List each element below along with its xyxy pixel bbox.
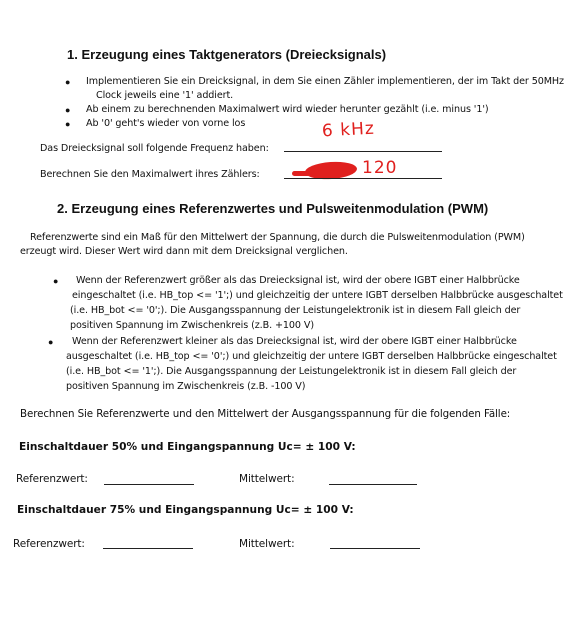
scribble-mark	[292, 171, 320, 176]
section-1-heading: 1. Erzeugung eines Taktgenerators (Dreiecksignals)	[67, 47, 387, 62]
section-2-bullet-1-line-4: positiven Spannung im Zwischenkreis (z.B. +100 V)	[70, 320, 314, 331]
case-2-reference-label: Referenzwert:	[13, 538, 85, 550]
section-2-bullet-1-line-1: Wenn der Referenzwert größer als das Dreiecksignal ist, wird der obere IGBT einer Halbbrücke	[76, 275, 520, 286]
section-2-heading: 2. Erzeugung eines Referenzwertes und Pulsweitenmodulation (PWM)	[57, 201, 489, 216]
frequency-answer-line	[284, 151, 442, 152]
case-2-heading: Einschaltdauer 75% und Eingangspannung Uᴄ= ± 100 V:	[17, 504, 354, 516]
frequency-label: Das Dreiecksignal soll folgende Frequenz haben:	[40, 143, 269, 154]
section-2-bullet-2-line-1: Wenn der Referenzwert kleiner als das Dreiecksignal ist, wird der obere IGBT einer Halbbrücke	[72, 336, 517, 347]
section-2-bullet-1-line-2: eingeschaltet (i.e. HB_top <= '1';) und gleichzeitig der untere IGBT derselben Halbbrücke ausgeschaltet	[72, 290, 563, 301]
task-instruction: Berechnen Sie Referenzwerte und den Mittelwert der Ausgangsspannung für die folgenden Fälle:	[20, 408, 511, 420]
section-1-bullet-1-line-2: Clock jeweils eine '1' addiert.	[96, 90, 234, 101]
case-1-mean-answer-line	[329, 484, 417, 485]
section-1-bullet-1-line-1: Implementieren Sie ein Dreicksignal, in dem Sie einen Zähler implementieren, der im Takt der 50MHz	[86, 76, 564, 87]
case-2-mean-answer-line	[330, 548, 420, 549]
bullet-icon: ●	[65, 119, 71, 129]
max-value-answer-line	[284, 178, 442, 179]
bullet-icon: ●	[48, 337, 54, 347]
section-2-intro-line-1: Referenzwerte sind ein Maß für den Mittelwert der Spannung, die durch die Pulsweitenmodulation (PWM)	[30, 232, 525, 243]
section-2-bullet-1-line-3: (i.e. HB_bot <= '0';). Die Ausgangsspannung der Leistungelektronik ist in diesem Fall gleich der	[70, 305, 521, 316]
section-2-bullet-2-line-2: ausgeschaltet (i.e. HB_top <= '0';) und gleichzeitig der untere IGBT derselben Halbbrücke eingeschaltet	[66, 351, 557, 362]
max-value-label: Berechnen Sie den Maximalwert ihres Zählers:	[40, 169, 260, 180]
section-2-bullet-2-line-4: positiven Spannung im Zwischenkreis (z.B. -100 V)	[66, 381, 306, 392]
case-1-reference-label: Referenzwert:	[16, 473, 88, 485]
case-1-heading: Einschaltdauer 50% und Eingangspannung Uᴄ= ± 100 V:	[19, 441, 356, 453]
max-value-handwritten-answer: 120	[362, 158, 398, 178]
bullet-icon: ●	[53, 276, 59, 286]
bullet-icon: ●	[65, 77, 71, 87]
frequency-handwritten-answer: 6 kHz	[321, 118, 376, 142]
section-1-bullet-2: Ab einem zu berechnenden Maximalwert wird wieder herunter gezählt (i.e. minus '1')	[86, 104, 489, 115]
case-2-mean-label: Mittelwert:	[239, 538, 295, 550]
section-1-bullet-3: Ab '0' geht's wieder von vorne los	[86, 118, 246, 129]
case-2-reference-answer-line	[103, 548, 193, 549]
case-1-reference-answer-line	[104, 484, 194, 485]
case-1-mean-label: Mittelwert:	[239, 473, 295, 485]
bullet-icon: ●	[65, 105, 71, 115]
section-2-bullet-2-line-3: (i.e. HB_bot <= '1';). Die Ausgangsspannung der Leistungelektronik ist in diesem Fall gleich der	[66, 366, 517, 377]
section-2-intro-line-2: erzeugt wird. Dieser Wert wird dann mit dem Dreicksignal verglichen.	[20, 246, 348, 257]
